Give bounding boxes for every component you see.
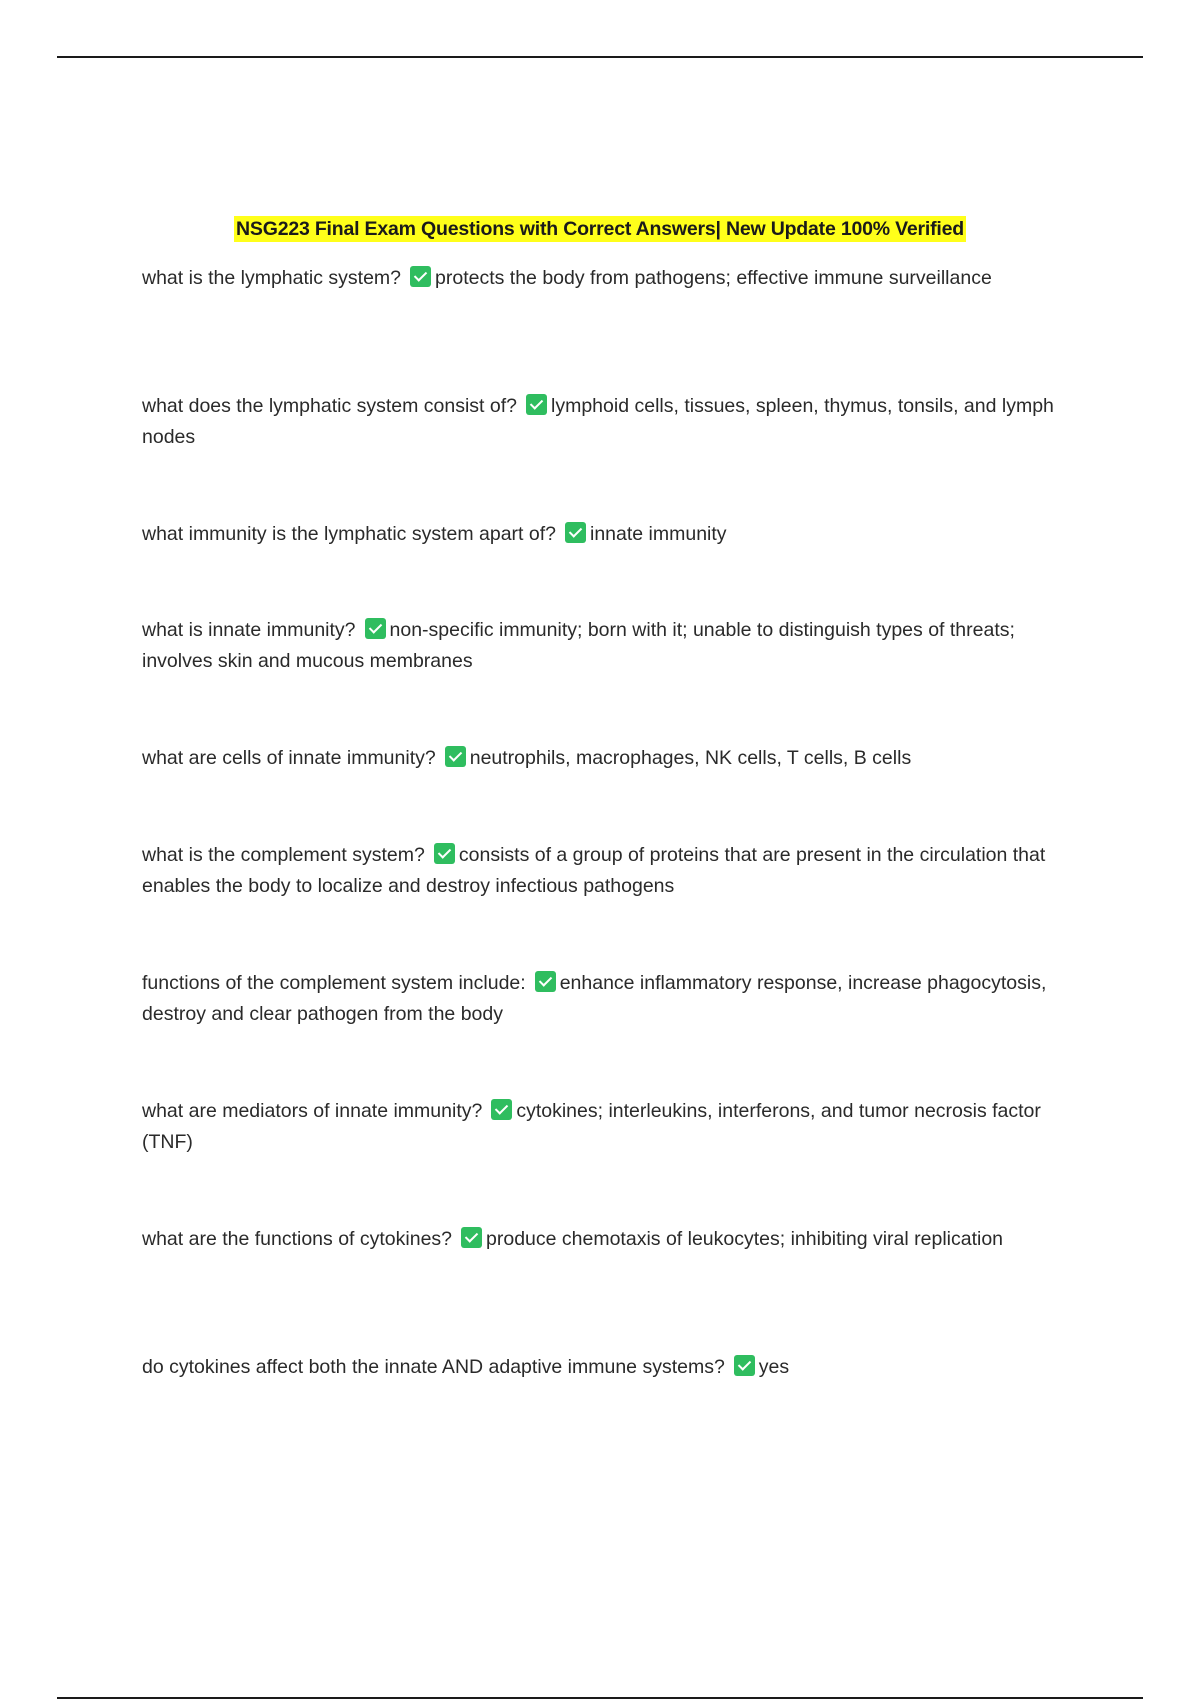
answer-text: produce chemotaxis of leukocytes; inhibiting viral replication [486,1228,1004,1250]
header-rule [57,56,1143,58]
check-box-icon [535,971,556,992]
answer-text: consists of a group of proteins that are present in the circulation that enables the body to localize and destroy infectious pathogens [142,844,1046,897]
check-box-icon [526,394,547,415]
qa-item-5 [142,743,1072,774]
question-text: what is innate immunity? [142,619,356,641]
question-text: do cytokines affect both the innate AND adaptive immune systems? [142,1356,725,1378]
check-box-icon [461,1227,482,1248]
question-text: functions of the complement system include: [142,972,526,994]
footer-rule [57,1697,1143,1699]
qa-item-7 [142,968,1072,1030]
question-text: what does the lymphatic system consist of? [142,395,518,417]
qa-item-1 [142,263,1072,294]
qa-item-4 [142,615,1072,677]
answer-text: lymphoid cells, tissues, spleen, thymus, tonsils, and lymph nodes [142,395,1054,448]
check-box-icon [445,746,466,767]
question-text: what is the complement system? [142,844,425,866]
question-text: what is the lymphatic system? [142,267,402,289]
qa-item-2 [142,391,1072,453]
check-box-icon [410,266,431,287]
qa-item-8 [142,1096,1072,1158]
answer-text: yes [758,1356,790,1378]
question-text: what are mediators of innate immunity? [142,1100,483,1122]
answer-text: cytokines; interleukins, interferons, and tumor necrosis factor (TNF) [142,1100,1041,1153]
answer-text: non-specific immunity; born with it; unable to distinguish types of threats; involves skin and mucous membranes [142,619,1015,672]
answer-text: neutrophils, macrophages, NK cells, T cells, B cells [469,747,912,769]
title-wrap [0,216,1200,242]
check-box-icon [365,618,386,639]
answer-text: protects the body from pathogens; effective immune surveillance [435,267,992,289]
question-text: what are the functions of cytokines? [142,1228,453,1250]
check-box-icon [565,522,586,543]
question-text: what are cells of innate immunity? [142,747,436,769]
qa-item-10 [142,1352,1072,1383]
answer-text: enhance inflammatory response, increase phagocytosis, destroy and clear pathogen from the body [142,972,1047,1025]
qa-item-9 [142,1224,1072,1255]
document-title: NSG223 Final Exam Questions with Correct Answers| New Update 100% Verified [236,218,964,240]
check-box-icon [434,843,455,864]
qa-item-3 [142,519,1072,550]
qa-item-6 [142,840,1072,902]
answer-text: innate immunity [590,523,727,545]
check-box-icon [734,1355,755,1376]
question-text: what immunity is the lymphatic system apart of? [142,523,556,545]
check-box-icon [491,1099,512,1120]
